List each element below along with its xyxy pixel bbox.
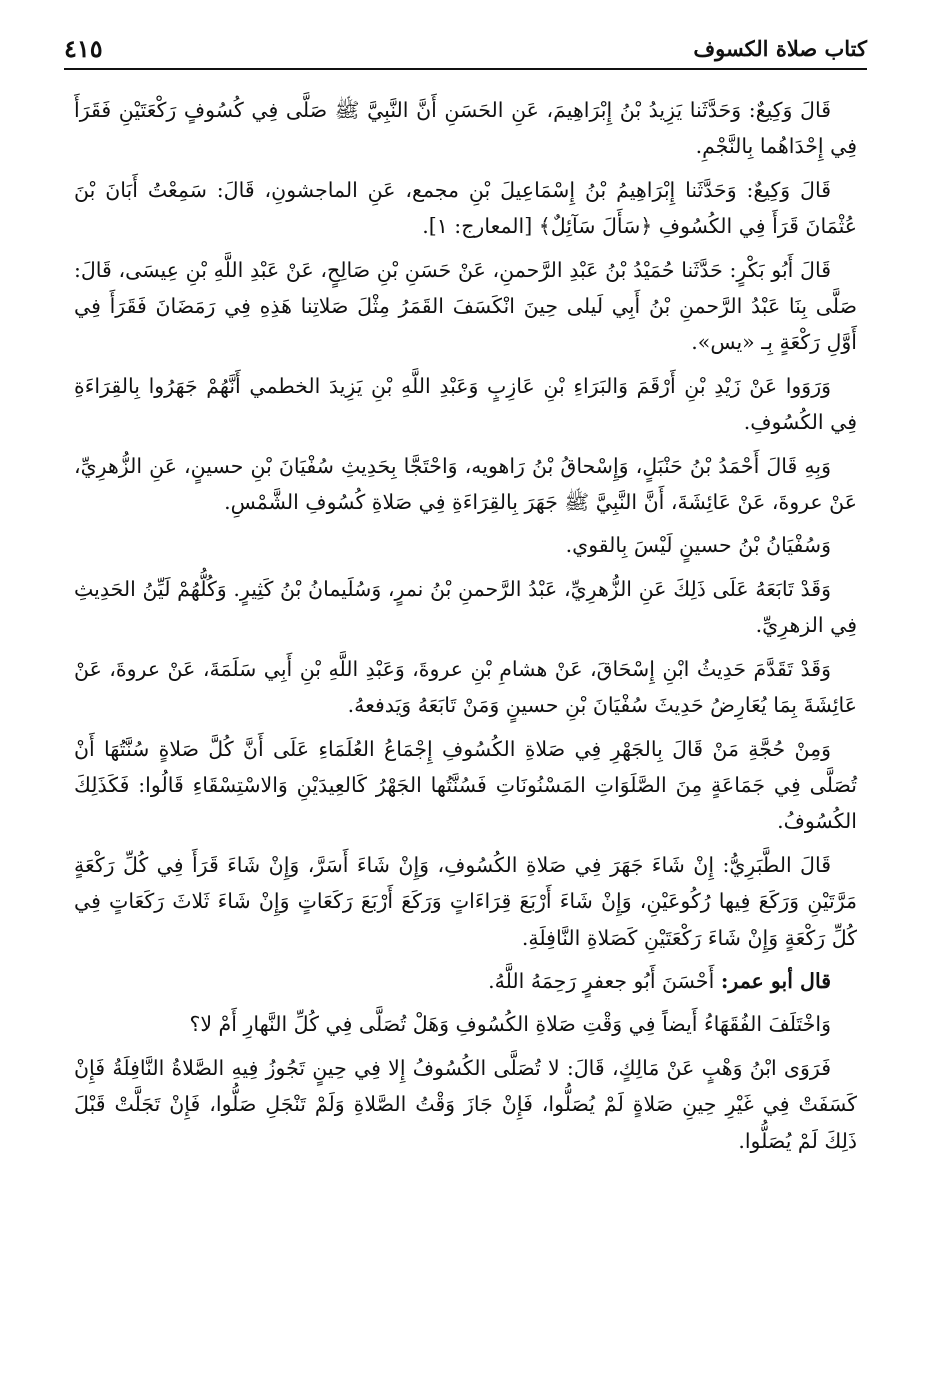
paragraph [74,963,857,999]
paragraph: وَبِهِ قَالَ أَحْمَدُ بْنُ حَنْبَلٍ، وَإِسْحاقُ بْنُ رَاهويه، وَاحْتَجَّا بِحَدِيثِ سُفْيَانَ بْنِ حسينٍ، عَنِ الزُّهرِيِّ، عَنْ عروةَ، عَنْ عَائِشَةَ، أَنَّ النَّبِيَّ ﷺ جَهَرَ بِالقِرَاءَةِ فِي صَلاةِ كُسُوفِ الشَّمْسِ. [74,453,857,515]
speaker-label: قال أبو عمر: [720,968,831,993]
paragraph: قَالَ أَبُو بَكْرٍ: حَدَّثَنا حُمَيْدُ بْنُ عَبْدِ الرَّحمنِ، عَنْ حَسَنِ بْنِ صَالِحٍ، عَنْ عَبْدِ اللَّهِ بْنِ عِيسَى، قَالَ: صَلَّى بِنَا عَبْدُ الرَّحمنِ بْنُ أَبِي لَيلى حِينَ انْكَسَفَ القَمَرُ مِثْلَ صَلاتِنا هَذِهِ فِي رَمَضَانَ فَقَرَأَ فِي أَوَّلِ رَكْعَةٍ بِـ «يس». [74,257,857,355]
page-header [64,28,867,70]
paragraph: قَالَ الطَّبَرِيُّ: إِنْ شَاءَ جَهَرَ فِي صَلاةِ الكُسُوفِ، وَإِنْ شَاءَ أَسَرَّ، وَإِنْ شَاءَ قَرَأَ فِي كُلِّ رَكْعَةٍ مَرَّتَيْنِ وَرَكَعَ فِيها رُكُوعَيْنِ، وَإِنْ شَاءَ أَرْبَعَ قِرَاءَاتٍ وَرَكَعَ أَرْبَعَ رَكَعَاتٍ وَإِنْ شَاءَ ثَلاثَ رَكَعَاتٍ فِي كُلِّ رَكْعَةٍ وَإِنْ شَاءَ رَكْعَتَيْنِ كَصَلاةِ النَّافِلَةِ. [74,852,857,950]
page-body [74,92,857,1166]
paragraph-text: أَحْسَنَ أَبُو جعفرٍ رَحِمَهُ اللَّهُ. [488,968,721,993]
paragraph: قَالَ وَكِيعٌ: وَحَدَّثَنا يَزِيدُ بْنُ إِبْرَاهِيمَ، عَنِ الحَسَنِ أَنَّ النَّبِيَّ ﷺ صَلَّى فِي كُسُوفٍ رَكْعَتَيْنِ فَقَرَأَ فِي إِحْدَاهُما بِالنَّجْمِ. [74,98,857,159]
paragraph: وَرَوَوا عَنْ زَيْدِ بْنِ أَرْقَمَ وَالبَرَاءِ بْنِ عَازِبٍ وَعَبْدِ اللَّهِ بْنِ يَزِيدَ الخطمي أَنَّهُمْ جَهَرُوا بِالقِرَاءَةِ فِي الكُسُوفِ. [74,373,857,435]
paragraph: وَقَدْ تَقَدَّمَ حَدِيثُ ابْنِ إِسْحَاقَ، عَنْ هشامِ بْنِ عروةَ، وَعَبْدِ اللَّهِ بْنِ أَبِي سَلَمَةَ، عَنْ عروةَ، عَنْ عَائِشَةَ بِمَا يُعَارِضُ حَدِيثَ سُفْيَانَ بْنِ حسينٍ وَمَنْ تَابَعَهُ وَيَدفعهُ. [74,656,857,718]
paragraph: وَاخْتَلَفَ الفُقَهَاءُ أَيضاً فِي وَقْتِ صَلاةِ الكُسُوفِ وَهَلْ تُصَلَّى فِي كُلِّ النَّهارِ أَمْ لا؟ [189,1012,831,1037]
paragraph: وَسُفْيَانُ بْنُ حسينٍ لَيْسَ بِالقوي. [565,533,831,558]
paragraph: وَقَدْ تَابَعَهُ عَلَى ذَلِكَ عَنِ الزُّهرِيِّ، عَبْدُ الرَّحمنِ بْنُ نمرٍ، وَسُلَيمانُ بْنُ كَثِيرٍ. وَكُلُّهُمْ لَيِّنُ الحَدِيثِ فِي الزهرِيِّ. [74,576,857,638]
paragraph: فَرَوَى ابْنُ وَهْبٍ عَنْ مَالِكٍ، قَالَ: لا تُصَلَّى الكُسُوفُ إِلا فِي حِينٍ تَجُوزُ فِيهِ الصَّلاةُ النَّافِلَةُ فَإِنْ كَسَفَتْ فِي غَيْرِ حِينِ صَلاةٍ لَمْ يُصَلُّوا، فَإِنْ جَازَ وَقْتُ الصَّلاةِ وَلَمْ تَنْجَلِ صَلُّوا، فَإِنْ تَجَلَّتْ قَبْلَ ذَلِكَ لَمْ يُصَلُّوا. [74,1055,857,1153]
paragraph: قَالَ وَكِيعٌ: وَحَدَّثَنا إِبْرَاهِيمُ بْنُ إِسْمَاعِيلَ بْنِ مجمع، عَنِ الماجشونِ، قَالَ: سَمِعْتُ أَبَانَ بْنَ عُثْمَانَ قَرَأَ فِي الكُسُوفِ ﴿سَأَلَ سَآئِلٌ﴾ [المعارج: ١]. [74,177,857,239]
chapter-title: كتاب صلاة الكسوف [693,35,867,61]
page-number: ٤١٥ [64,33,103,63]
paragraph: وَمِنْ حُجَّةِ مَنْ قَالَ بِالجَهْرِ فِي صَلاةِ الكُسُوفِ إِجْمَاعُ العُلَمَاءِ عَلَى أَنَّ كُلَّ صَلاةٍ سُنَّتُهَا أَنْ تُصَلَّى فِي جَمَاعَةٍ مِنَ الصَّلَوَاتِ المَسْنُونَاتِ فَسُنَّتُها الجَهْرُ كَالعِيدَيْنِ وَالاسْتِسْقَاءِ قَالُوا: فَكَذَلِكَ الكُسُوفُ. [74,736,857,834]
